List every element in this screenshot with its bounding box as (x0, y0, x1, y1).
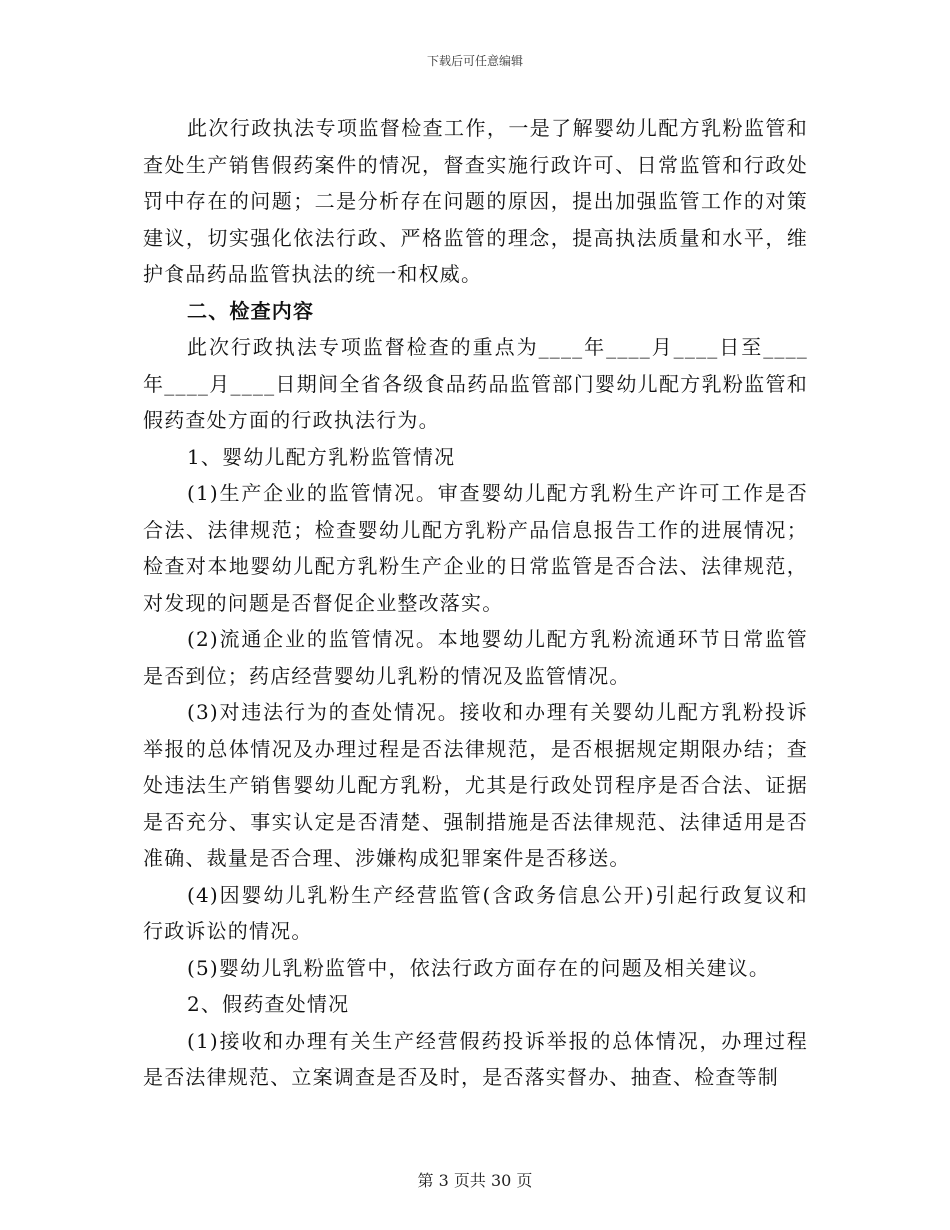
section-heading-inspection-content: 二、检查内容 (187, 298, 315, 323)
page-number: 第 3 页共 30 页 (417, 1171, 533, 1190)
item-problems-suggestions: (5)婴幼儿乳粉监管中，依法行政方面存在的问题及相关建议。 (187, 955, 771, 980)
subheading-infant-formula: 1、婴幼儿配方乳粉监管情况 (187, 444, 456, 469)
item-administrative-review: (4)因婴幼儿乳粉生产经营监管(含政务信息公开)引起行政复议和行政诉讼的情况。 (143, 882, 808, 943)
item-circulation-enterprise: (2)流通企业的监管情况。本地婴幼儿配方乳粉流通环节日常监管是否到位；药店经营婴幼儿乳粉的情况及监管情况。 (143, 627, 808, 688)
paragraph-purpose: 此次行政执法专项监督检查工作，一是了解婴幼儿配方乳粉监管和查处生产销售假药案件的情况，督查实施行政许可、日常监管和行政处罚中存在的问题；二是分析存在问题的原因，提出加强监管工作的对策建议，切实强化依法行政、严格监管的理念，提高执法质量和水平，维护食品药品监管执法的统一和权威。 (143, 116, 808, 286)
item-production-enterprise: (1)生产企业的监管情况。审查婴幼儿配方乳粉生产许可工作是否合法、法律规范；检查婴幼儿配方乳粉产品信息报告工作的进展情况；检查对本地婴幼儿配方乳粉生产企业的日常监管是否合法、法律规范，对发现的问题是否督促企业整改落实。 (143, 481, 808, 615)
paragraph-inspection-focus: 此次行政执法专项监督检查的重点为____年____月____日至____年____月____日期间全省各级食品药品监管部门婴幼儿配方乳粉监管和假药查处方面的行政执法行为。 (143, 335, 808, 432)
page-header: 下载后可任意编辑 (426, 54, 523, 68)
document-body (143, 110, 808, 1096)
item-violation-handling: (3)对违法行为的查处情况。接收和办理有关婴幼儿配方乳粉投诉举报的总体情况及办理过程是否法律规范，是否根据规定期限办结；查处违法生产销售婴幼儿配方乳粉，尤其是行政处罚程序是否合法、证据是否充分、事实认定是否清楚、强制措施是否法律规范、法律适用是否准确、裁量是否合理、涉嫌构成犯罪案件是否移送。 (143, 700, 808, 870)
subheading-counterfeit-drugs: 2、假药查处情况 (187, 992, 350, 1016)
item-complaint-handling: (1)接收和办理有关生产经营假药投诉举报的总体情况，办理过程是否法律规范、立案调查是否及时，是否落实督办、抽查、检查等制 (143, 1028, 808, 1089)
